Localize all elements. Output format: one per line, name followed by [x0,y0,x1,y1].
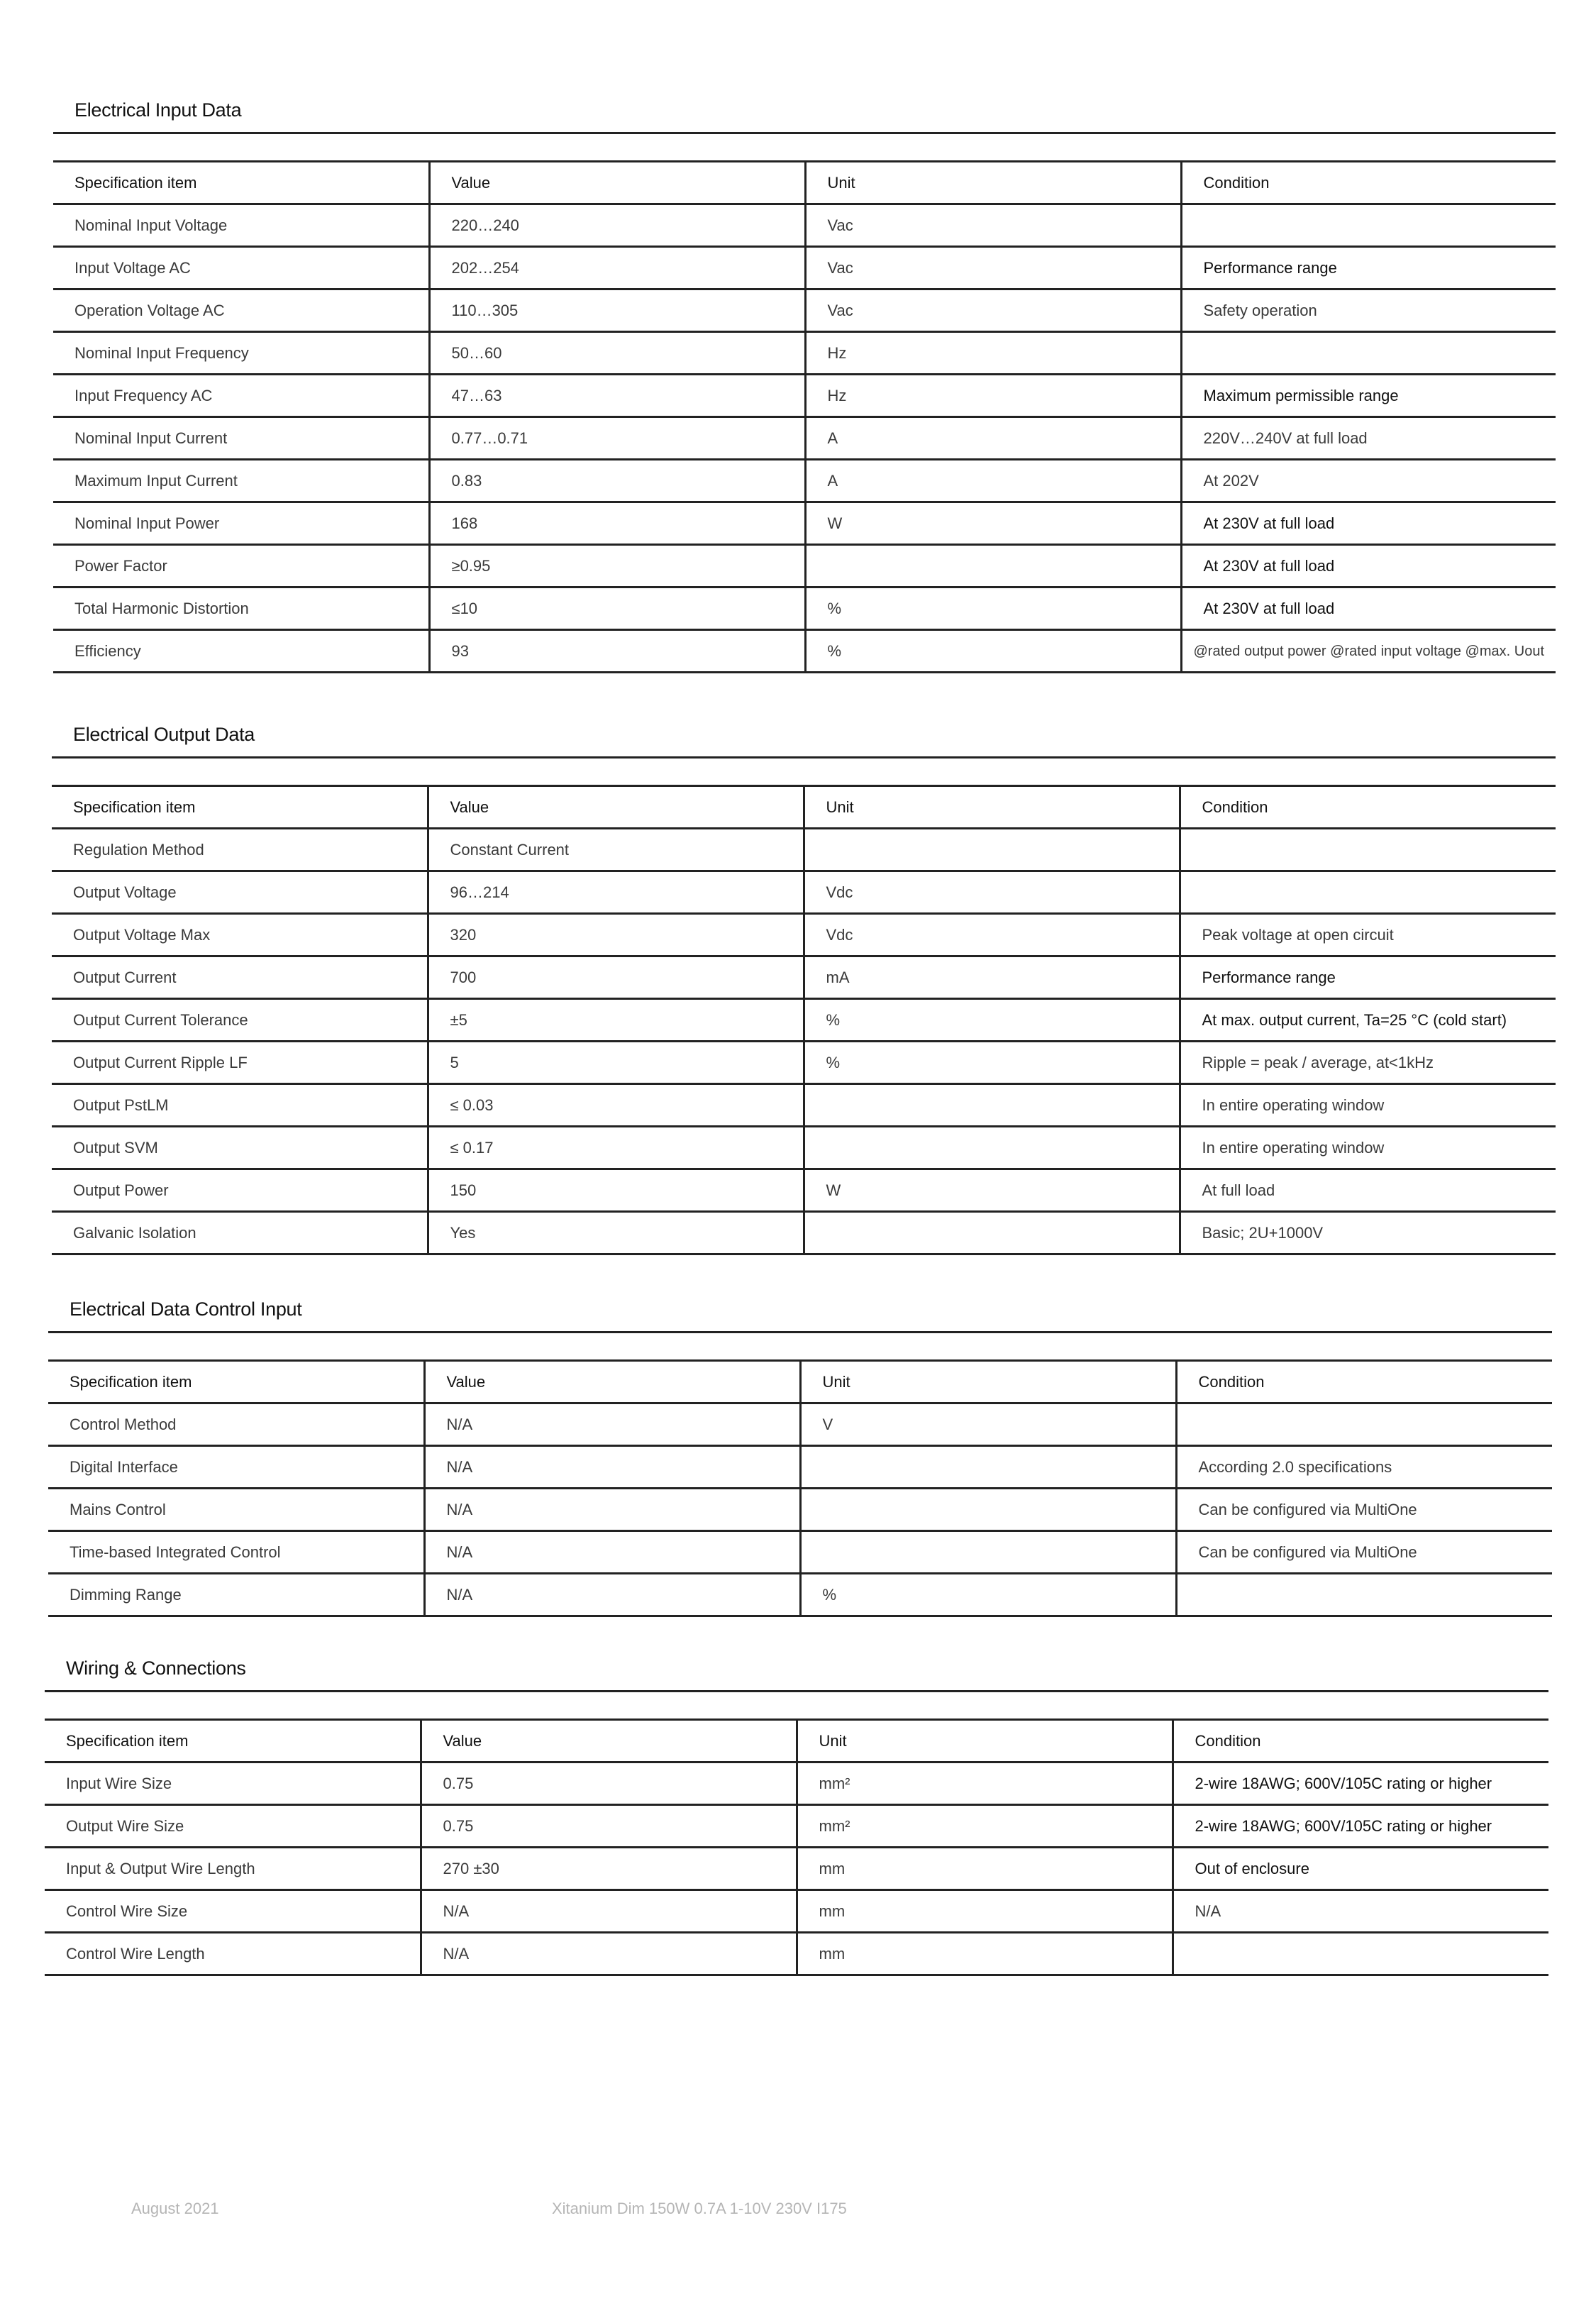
spec-item-cell: Total Harmonic Distortion [53,587,429,630]
table-row [45,1762,1548,1805]
value-cell: N/A [421,1933,797,1975]
table-row [48,1446,1552,1489]
table-row [53,460,1556,502]
unit-cell: Vac [805,204,1181,247]
value-cell: 220…240 [429,204,805,247]
unit-cell [800,1531,1176,1574]
spec-item-cell: Regulation Method [52,829,428,871]
table-row [48,1574,1552,1616]
condition-cell: At full load [1180,1169,1556,1212]
section-title-electrical-input-data: Electrical Input Data [74,99,242,121]
unit-cell [800,1489,1176,1531]
table-row [53,630,1556,673]
column-header: Condition [1181,162,1556,204]
table-row [52,1127,1556,1169]
value-cell: 5 [428,1042,804,1084]
table-row [53,289,1556,332]
table-header-row [53,162,1556,204]
table-row [52,871,1556,914]
unit-cell: W [804,1169,1180,1212]
unit-cell [804,829,1180,871]
value-cell: 0.75 [421,1762,797,1805]
unit-cell [804,1212,1180,1254]
value-cell: 50…60 [429,332,805,375]
condition-cell: Maximum permissible range [1181,375,1556,417]
table-row [48,1403,1552,1446]
value-cell: 0.75 [421,1805,797,1848]
section-divider [48,1331,1552,1333]
value-cell: N/A [424,1446,800,1489]
condition-cell: Peak voltage at open circuit [1180,914,1556,956]
value-cell: 96…214 [428,871,804,914]
spec-item-cell: Operation Voltage AC [53,289,429,332]
footer-product-name: Xitanium Dim 150W 0.7A 1-10V 230V I175 [552,2200,847,2217]
spec-item-cell: Control Wire Size [45,1890,421,1933]
condition-cell [1180,829,1556,871]
condition-cell: @rated output power @rated input voltage @max. Uout [1181,630,1556,673]
value-cell: 700 [428,956,804,999]
column-header: Unit [800,1361,1176,1403]
condition-cell: In entire operating window [1180,1127,1556,1169]
table-row [53,204,1556,247]
condition-cell [1181,204,1556,247]
condition-cell [1176,1574,1552,1616]
table-row [48,1531,1552,1574]
spec-table-electrical-data-control-input [48,1359,1552,1617]
unit-cell: % [804,1042,1180,1084]
unit-cell: mm² [797,1805,1173,1848]
spec-item-cell: Output Current Ripple LF [52,1042,428,1084]
value-cell: 150 [428,1169,804,1212]
table-header-row [48,1361,1552,1403]
unit-cell [804,1127,1180,1169]
unit-cell: % [805,587,1181,630]
table-row [45,1933,1548,1975]
unit-cell: % [804,999,1180,1042]
value-cell: N/A [424,1403,800,1446]
column-header: Condition [1176,1361,1552,1403]
condition-cell: At max. output current, Ta=25 °C (cold start) [1180,999,1556,1042]
value-cell: ≤ 0.03 [428,1084,804,1127]
condition-cell: At 202V [1181,460,1556,502]
value-cell: 0.83 [429,460,805,502]
unit-cell: mm [797,1848,1173,1890]
section-title-electrical-data-control-input: Electrical Data Control Input [70,1298,302,1320]
spec-item-cell: Dimming Range [48,1574,424,1616]
condition-cell: 2-wire 18AWG; 600V/105C rating or higher [1173,1805,1548,1848]
condition-cell: At 230V at full load [1181,587,1556,630]
column-header: Specification item [52,786,428,829]
spec-table-wiring-connections [45,1719,1548,1976]
unit-cell: V [800,1403,1176,1446]
column-header: Condition [1180,786,1556,829]
unit-cell: A [805,417,1181,460]
table-row [53,247,1556,289]
unit-cell [804,1084,1180,1127]
table-row [52,1212,1556,1254]
table-row [52,1169,1556,1212]
unit-cell: mA [804,956,1180,999]
unit-cell: Hz [805,332,1181,375]
unit-cell [800,1446,1176,1489]
spec-item-cell: Output Wire Size [45,1805,421,1848]
table-row [53,332,1556,375]
value-cell: N/A [424,1531,800,1574]
spec-item-cell: Output Current Tolerance [52,999,428,1042]
table-row [53,587,1556,630]
column-header: Value [421,1720,797,1762]
table-header-row [52,786,1556,829]
table-row [52,1042,1556,1084]
value-cell: ≤ 0.17 [428,1127,804,1169]
section-divider [45,1690,1548,1692]
spec-item-cell: Input & Output Wire Length [45,1848,421,1890]
unit-cell: Vdc [804,871,1180,914]
spec-item-cell: Nominal Input Voltage [53,204,429,247]
column-header: Value [428,786,804,829]
column-header: Unit [797,1720,1173,1762]
condition-cell: Performance range [1180,956,1556,999]
unit-cell: Vdc [804,914,1180,956]
value-cell: 168 [429,502,805,545]
column-header: Value [429,162,805,204]
condition-cell: Safety operation [1181,289,1556,332]
section-title-wiring-connections: Wiring & Connections [66,1657,246,1679]
value-cell: Yes [428,1212,804,1254]
table-header-row [45,1720,1548,1762]
value-cell: 47…63 [429,375,805,417]
unit-cell: % [800,1574,1176,1616]
spec-item-cell: Nominal Input Frequency [53,332,429,375]
condition-cell: Performance range [1181,247,1556,289]
condition-cell: In entire operating window [1180,1084,1556,1127]
spec-item-cell: Output Voltage Max [52,914,428,956]
condition-cell: Out of enclosure [1173,1848,1548,1890]
value-cell: ≤10 [429,587,805,630]
unit-cell: W [805,502,1181,545]
table-row [53,545,1556,587]
spec-item-cell: Control Wire Length [45,1933,421,1975]
column-header: Condition [1173,1720,1548,1762]
column-header: Specification item [48,1361,424,1403]
condition-cell: Can be configured via MultiOne [1176,1531,1552,1574]
table-row [52,829,1556,871]
condition-cell: N/A [1173,1890,1548,1933]
spec-item-cell: Nominal Input Power [53,502,429,545]
unit-cell: A [805,460,1181,502]
spec-item-cell: Digital Interface [48,1446,424,1489]
spec-item-cell: Output Voltage [52,871,428,914]
column-header: Unit [804,786,1180,829]
value-cell: N/A [424,1489,800,1531]
condition-cell: According 2.0 specifications [1176,1446,1552,1489]
column-header: Specification item [53,162,429,204]
spec-item-cell: Input Frequency AC [53,375,429,417]
table-row [45,1848,1548,1890]
value-cell: ≥0.95 [429,545,805,587]
condition-cell: 2-wire 18AWG; 600V/105C rating or higher [1173,1762,1548,1805]
table-row [52,1084,1556,1127]
column-header: Unit [805,162,1181,204]
value-cell: 320 [428,914,804,956]
unit-cell: Vac [805,247,1181,289]
table-row [52,914,1556,956]
unit-cell [805,545,1181,587]
footer-date: August 2021 [131,2200,219,2217]
value-cell: ±5 [428,999,804,1042]
spec-item-cell: Control Method [48,1403,424,1446]
condition-cell: At 230V at full load [1181,502,1556,545]
spec-item-cell: Time-based Integrated Control [48,1531,424,1574]
spec-item-cell: Mains Control [48,1489,424,1531]
spec-item-cell: Efficiency [53,630,429,673]
table-row [52,956,1556,999]
column-header: Specification item [45,1720,421,1762]
condition-cell [1173,1933,1548,1975]
column-header: Value [424,1361,800,1403]
condition-cell: Can be configured via MultiOne [1176,1489,1552,1531]
spec-item-cell: Maximum Input Current [53,460,429,502]
table-row [52,999,1556,1042]
section-divider [53,132,1556,134]
table-row [48,1489,1552,1531]
spec-item-cell: Input Wire Size [45,1762,421,1805]
spec-item-cell: Galvanic Isolation [52,1212,428,1254]
spec-item-cell: Input Voltage AC [53,247,429,289]
table-row [53,417,1556,460]
spec-table-electrical-input-data [53,160,1556,673]
value-cell: 270 ±30 [421,1848,797,1890]
unit-cell: mm [797,1933,1173,1975]
value-cell: 110…305 [429,289,805,332]
spec-table-electrical-output-data [52,785,1556,1255]
condition-cell [1181,332,1556,375]
table-row [45,1890,1548,1933]
value-cell: 93 [429,630,805,673]
condition-cell [1180,871,1556,914]
table-row [45,1805,1548,1848]
spec-item-cell: Output Current [52,956,428,999]
table-row [53,375,1556,417]
condition-cell: Ripple = peak / average, at<1kHz [1180,1042,1556,1084]
unit-cell: % [805,630,1181,673]
condition-cell: Basic; 2U+1000V [1180,1212,1556,1254]
value-cell: 202…254 [429,247,805,289]
value-cell: 0.77…0.71 [429,417,805,460]
spec-item-cell: Power Factor [53,545,429,587]
unit-cell: mm [797,1890,1173,1933]
unit-cell: Hz [805,375,1181,417]
value-cell: N/A [424,1574,800,1616]
spec-item-cell: Output SVM [52,1127,428,1169]
unit-cell: Vac [805,289,1181,332]
spec-item-cell: Output PstLM [52,1084,428,1127]
unit-cell: mm² [797,1762,1173,1805]
table-row [53,502,1556,545]
condition-cell: 220V…240V at full load [1181,417,1556,460]
section-divider [52,756,1556,758]
spec-item-cell: Nominal Input Current [53,417,429,460]
condition-cell: At 230V at full load [1181,545,1556,587]
spec-item-cell: Output Power [52,1169,428,1212]
condition-cell [1176,1403,1552,1446]
section-title-electrical-output-data: Electrical Output Data [73,724,255,745]
value-cell: N/A [421,1890,797,1933]
value-cell: Constant Current [428,829,804,871]
